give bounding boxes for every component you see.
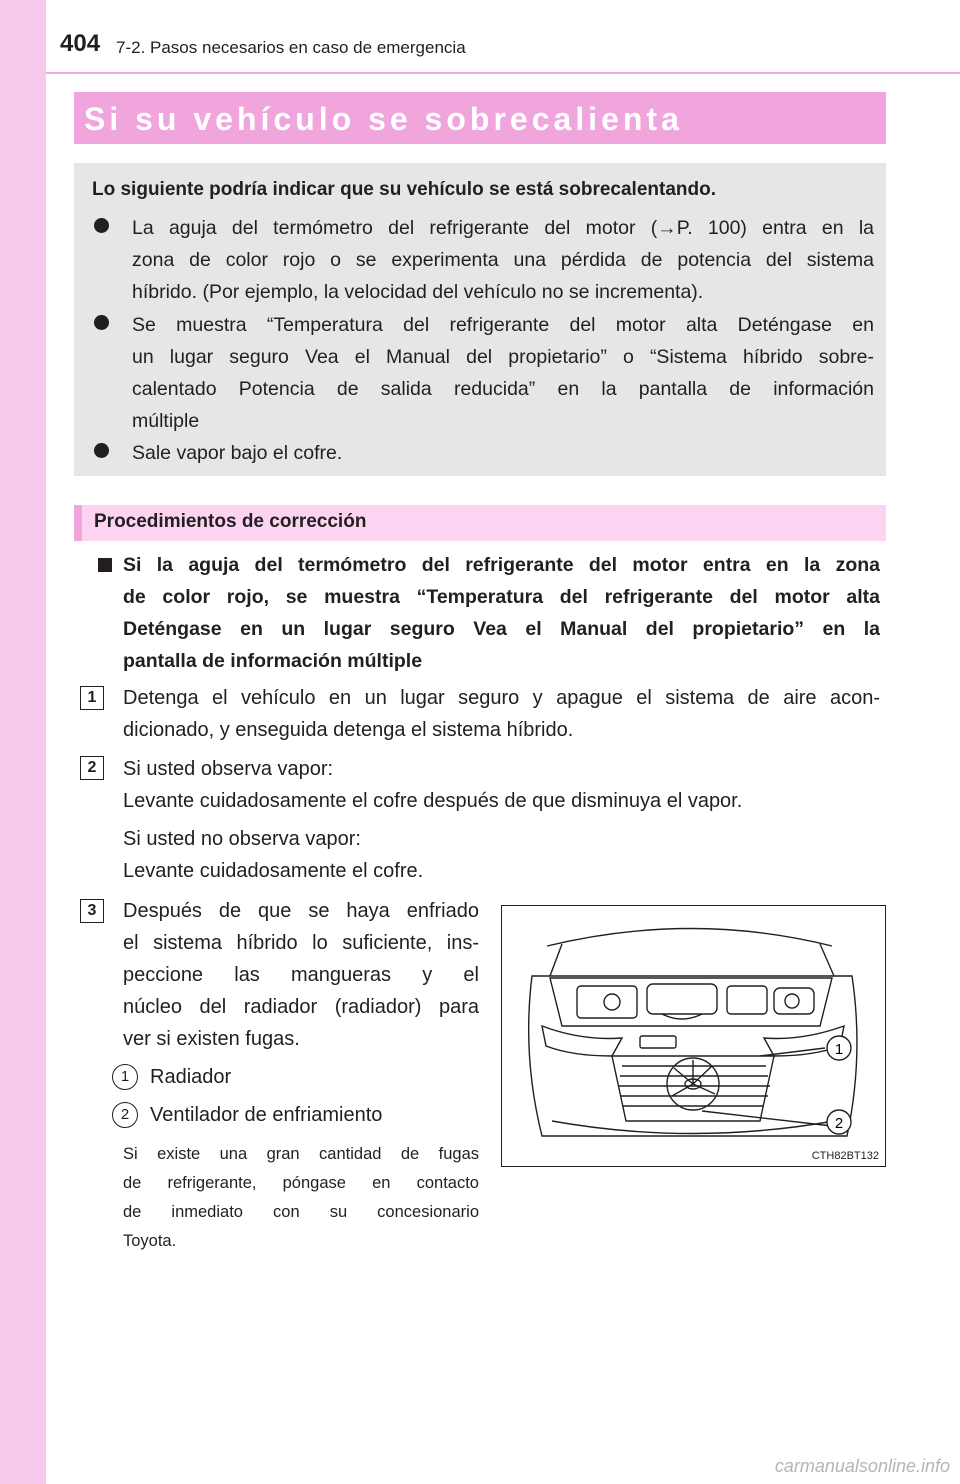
symptom-bullet-3 bbox=[94, 437, 874, 469]
text-line: de inmediato con su concesionario bbox=[123, 1203, 479, 1221]
subsection-title: Procedimientos de corrección bbox=[94, 511, 367, 532]
figure-code: CTH82BT132 bbox=[811, 1150, 879, 1162]
header-divider bbox=[46, 72, 960, 74]
coolant-leak-note bbox=[123, 1140, 479, 1256]
section-header: 7-2. Pasos necesarios en caso de emergencia bbox=[116, 38, 466, 57]
text-line: peccione las mangueras y el bbox=[123, 964, 479, 986]
bullet-dot-icon bbox=[94, 443, 109, 458]
step-2-alt-text bbox=[123, 823, 880, 887]
text-line: Levante cuidadosamente el cofre. bbox=[123, 860, 424, 882]
subsection-title-bar bbox=[74, 505, 886, 541]
text-line: pantalla de información múltiple bbox=[123, 650, 423, 672]
symptom-bullet-1 bbox=[94, 212, 874, 308]
text-line: Se muestra “Temperatura del refrigerante del motor alta Deténgase en bbox=[132, 314, 874, 336]
text-line: de refrigerante, póngase en contacto bbox=[123, 1174, 479, 1192]
text-line: Detenga el vehículo en un lugar seguro y apague el sistema de aire acon- bbox=[123, 687, 880, 709]
step-number-3: 3 bbox=[80, 899, 104, 923]
page-title: Si su vehículo se sobrecalienta bbox=[84, 101, 683, 137]
text-line: Después de que se haya enfriado bbox=[123, 900, 479, 922]
overheat-symptoms-box bbox=[74, 163, 886, 476]
callout-number-2: 2 bbox=[112, 1102, 138, 1128]
watermark: carmanualsonline.info bbox=[774, 1456, 950, 1476]
bullet-dot-icon bbox=[94, 218, 109, 233]
step-1-text bbox=[123, 682, 880, 746]
page-title-bar bbox=[74, 92, 886, 144]
text-line: Si la aguja del termómetro del refrigerante del motor entra en la zona bbox=[123, 554, 880, 576]
text-line: núcleo del radiador (radiador) para bbox=[123, 996, 479, 1018]
figure-callout-1: 1 bbox=[834, 1041, 844, 1058]
callout-label-fan: Ventilador de enfriamiento bbox=[150, 1104, 383, 1126]
text-line: Deténgase en un lugar seguro Vea el Manual del propietario” en la bbox=[123, 618, 880, 640]
condition-heading bbox=[123, 549, 880, 677]
callout-number-1: 1 bbox=[112, 1064, 138, 1090]
text-line: La aguja del termómetro del refrigerante del motor (→P. 100) entra en la bbox=[132, 217, 874, 239]
step-2-text bbox=[123, 753, 880, 817]
text-line: el sistema híbrido lo suficiente, ins- bbox=[123, 932, 479, 954]
text-line: Levante cuidadosamente el cofre después de que disminuya el vapor. bbox=[123, 790, 743, 812]
step-3-text bbox=[123, 895, 479, 1055]
text-line: Si usted no observa vapor: bbox=[123, 828, 361, 850]
bullet-dot-icon bbox=[94, 315, 109, 330]
text-line: de color rojo, se muestra “Temperatura del refrigerante del motor alta bbox=[123, 586, 880, 608]
step-number-1: 1 bbox=[80, 686, 104, 710]
text-line: Si usted observa vapor: bbox=[123, 758, 334, 780]
text-line: ver si existen fugas. bbox=[123, 1028, 300, 1050]
symptoms-intro: Lo siguiente podría indicar que su vehículo se está sobrecalentando. bbox=[92, 179, 716, 200]
step-number-2: 2 bbox=[80, 756, 104, 780]
text-line: híbrido. (Por ejemplo, la velocidad del vehículo no se incrementa). bbox=[132, 281, 704, 303]
text-line: Sale vapor bajo el cofre. bbox=[132, 442, 343, 464]
car-front-drawing bbox=[502, 906, 884, 1164]
symptom-bullet-2 bbox=[94, 309, 874, 437]
text-line: dicionado, y enseguida detenga el sistema híbrido. bbox=[123, 719, 574, 741]
text-line: Toyota. bbox=[123, 1232, 177, 1250]
text-line: calentado Potencia de salida reducida” en la pantalla de información bbox=[132, 378, 874, 400]
text-line: zona de color rojo o se experimenta una pérdida de potencia del sistema bbox=[132, 249, 874, 271]
text-line: un lugar seguro Vea el Manual del propietario” o “Sistema híbrido sobre- bbox=[132, 346, 874, 368]
text-line: múltiple bbox=[132, 410, 200, 432]
text-line: Si existe una gran cantidad de fugas bbox=[123, 1145, 479, 1163]
square-bullet-icon bbox=[98, 558, 112, 572]
side-color-strip bbox=[0, 0, 46, 1484]
engine-compartment-illustration bbox=[501, 905, 886, 1167]
figure-callout-2: 2 bbox=[834, 1115, 844, 1132]
page-number: 404 bbox=[60, 30, 101, 57]
callout-label-radiator: Radiador bbox=[150, 1066, 232, 1088]
